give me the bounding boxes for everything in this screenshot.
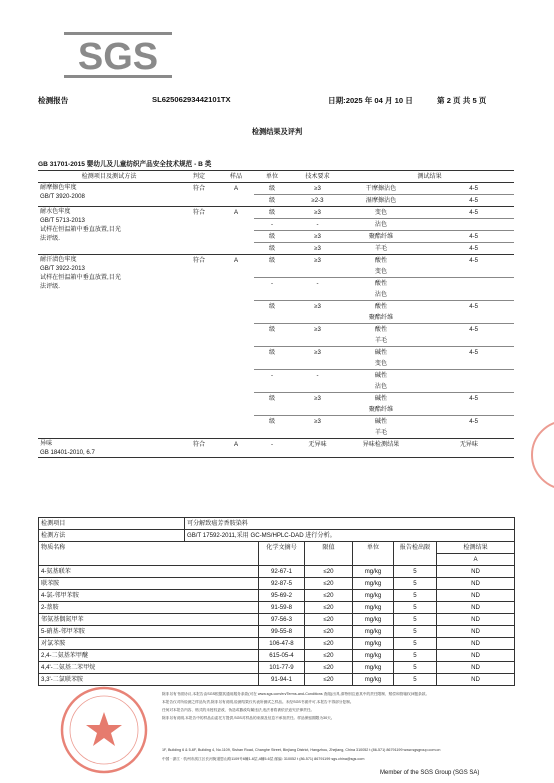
report-number: SL62506293442101TX (152, 95, 231, 104)
result-item-line: 碱性 (374, 395, 388, 402)
test-method-line: GB 18401-2010, 6.7 (40, 449, 95, 456)
result-item-cell (345, 207, 417, 219)
table-row (38, 183, 514, 195)
header-substance: 物质名称 (39, 542, 259, 566)
cas-number: 91-94-1 (259, 674, 305, 686)
unit-value: mg/kg (353, 650, 394, 662)
unit-cell: 级 (254, 231, 290, 243)
result-item-line: 异味检测结果 (362, 441, 400, 448)
test-method-line: 法评级. (40, 235, 60, 242)
unit-value: mg/kg (353, 602, 394, 614)
color-fastness-table (38, 170, 514, 458)
limit-value: ≤20 (305, 638, 353, 650)
cas-number: 91-59-8 (259, 602, 305, 614)
result-item-line: 变色 (374, 209, 388, 216)
result-value-cell: 4-5 (417, 207, 514, 219)
limit-value: ≤20 (305, 566, 353, 578)
unit-value: mg/kg (353, 614, 394, 626)
result-item-line: 羊毛 (374, 337, 388, 344)
cas-number: 95-69-2 (259, 590, 305, 602)
substance-name: 对氯苯胺 (39, 638, 259, 650)
unit-cell: - (254, 370, 290, 393)
report-limit: 5 (394, 602, 437, 614)
result-value-cell (417, 278, 514, 301)
requirement-cell: ≥3 (290, 183, 345, 195)
sample-cell: A (218, 439, 254, 458)
verdict-cell: 符合 (180, 183, 218, 207)
result-value-cell: 4-5 (417, 183, 514, 195)
unit-cell: 级 (254, 207, 290, 219)
test-method-cell (38, 255, 180, 439)
result-item-cell (345, 393, 417, 416)
result-value-cell: 4-5 (417, 255, 514, 278)
result-value-cell (417, 219, 514, 231)
header-sample: 样品 (218, 171, 254, 183)
result-item-cell (345, 219, 417, 231)
limit-value: ≤20 (305, 662, 353, 674)
test-method-line: 试样在恒温箱中垂直放置,目光 (40, 226, 121, 233)
cas-number: 92-67-1 (259, 566, 305, 578)
result-value: ND (437, 638, 515, 650)
result-value-cell: 4-5 (417, 243, 514, 255)
sample-cell: A (218, 255, 254, 439)
report-limit: 5 (394, 590, 437, 602)
unit-value: mg/kg (353, 578, 394, 590)
unit-value: mg/kg (353, 626, 394, 638)
result-item-line: 酸性 (374, 257, 388, 264)
unit-value: mg/kg (353, 674, 394, 686)
substance-name: 2,4-二氨基苯甲醚 (39, 650, 259, 662)
table-row (38, 207, 514, 219)
test-method-line: GB/T 5713-2013 (40, 217, 85, 224)
side-seal (526, 400, 554, 510)
result-item-cell (345, 370, 417, 393)
limit-value: ≤20 (305, 578, 353, 590)
table-row (39, 650, 515, 662)
test-item-value: 可分解致癌芳香胺染料 (185, 518, 515, 530)
result-item-cell (345, 301, 417, 324)
header-result: 测试结果 (345, 171, 514, 183)
table-header-row (39, 542, 515, 554)
footer-line-2: 本报告仅对所检测之样品负责,除非另有说明,检测结果仅代表所测试之样品。未经SGS书面许可,本报告不得部分复制。 (162, 700, 354, 704)
test-method-label: 检测方法 (39, 530, 185, 542)
result-value-cell: 4-5 (417, 195, 514, 207)
table-row (39, 566, 515, 578)
cas-number: 99-55-8 (259, 626, 305, 638)
test-item-row (39, 518, 515, 530)
header-method: 检测项目及测试方法 (38, 171, 180, 183)
report-limit: 5 (394, 638, 437, 650)
header-requirement: 技术要求 (290, 171, 345, 183)
requirement-cell: ≥3 (290, 393, 345, 416)
header-result: 检测结果 (437, 542, 515, 554)
header-limit: 限值 (305, 542, 353, 566)
page-number: 第 2 页 共 5 页 (437, 96, 487, 105)
table-row (39, 614, 515, 626)
unit-cell: 级 (254, 416, 290, 439)
result-item-cell (345, 416, 417, 439)
result-item-line: 碱性 (374, 418, 388, 425)
test-method-line: 法评级. (40, 283, 60, 290)
result-value-cell (417, 370, 514, 393)
cas-number: 615-05-4 (259, 650, 305, 662)
result-item-cell (345, 231, 417, 243)
result-value: ND (437, 650, 515, 662)
limit-value: ≤20 (305, 614, 353, 626)
result-item-line: 碱性 (374, 372, 388, 379)
sample-cell: A (218, 183, 254, 207)
footer-address-cn: 中国 · 浙江 · 杭州市滨江区长河街道思山路1109号6幢1-6层,4幢5-6层 邮编: 310052 t (86-571) 86791199 sgs.china@sgs.com (162, 757, 365, 761)
result-value-cell: 4-5 (417, 347, 514, 370)
result-value-cell: 4-5 (417, 301, 514, 324)
requirement-cell: ≥3 (290, 301, 345, 324)
cas-number: 101-77-9 (259, 662, 305, 674)
result-item-line: 变色 (374, 268, 388, 275)
unit-cell: - (254, 439, 290, 458)
report-limit: 5 (394, 662, 437, 674)
requirement-cell: ≥3 (290, 243, 345, 255)
header-cas: 化学文摘号 (259, 542, 305, 566)
report-limit: 5 (394, 578, 437, 590)
logo-text: SGS (77, 36, 159, 78)
result-value: ND (437, 590, 515, 602)
report-limit: 5 (394, 626, 437, 638)
result-item-line: 聚酯纤维 (368, 406, 394, 413)
result-item-cell (345, 195, 417, 207)
unit-cell: 级 (254, 255, 290, 278)
result-value: ND (437, 566, 515, 578)
unit-cell: 级 (254, 195, 290, 207)
test-method-cell (38, 183, 180, 207)
result-item-line: 变色 (374, 360, 388, 367)
result-item-cell (345, 243, 417, 255)
result-value: ND (437, 674, 515, 686)
substance-name: 联苯胺 (39, 578, 259, 590)
substance-name: 3,3'-二氯联苯胺 (39, 674, 259, 686)
footer-line-3: 任何对本报告内容、格式的未授权更改、伪造或篡改均属违法,违法者将被依法追究法律责任。 (162, 708, 315, 712)
limit-value: ≤20 (305, 602, 353, 614)
inspection-seal (58, 684, 150, 776)
result-item-cell (345, 278, 417, 301)
unit-cell: 级 (254, 301, 290, 324)
unit-value: mg/kg (353, 590, 394, 602)
result-item-line: 沾色 (374, 291, 388, 298)
result-item-line: 酸性 (374, 280, 388, 287)
table-row (38, 255, 514, 278)
result-item-line: 聚酯纤维 (368, 314, 394, 321)
result-item-line: 沾色 (374, 383, 388, 390)
result-item-cell (345, 439, 417, 458)
verdict-cell: 符合 (180, 439, 218, 458)
test-method-line: GB/T 3922-2013 (40, 265, 85, 272)
table-row (39, 578, 515, 590)
result-item-line: 沾色 (374, 221, 388, 228)
substance-name: 邻氨基偶氮甲苯 (39, 614, 259, 626)
result-item-line: 羊毛 (374, 429, 388, 436)
test-item-label: 检测项目 (39, 518, 185, 530)
result-item-cell (345, 347, 417, 370)
table-row (38, 439, 514, 458)
test-method-value: GB/T 17592-2011,采用 GC-MS/HPLC-DAD 进行分析。 (185, 530, 515, 542)
result-item-line: 聚酯纤维 (368, 233, 394, 240)
result-value: ND (437, 614, 515, 626)
sample-cell: A (218, 207, 254, 255)
table-header-row (38, 171, 514, 183)
footer-line-1: 除非另有书面协议,本报告由SGS根据其通用服务条款(可在 www.sgs.com/en/Terms-and-Conditions 查阅)出具,请特别注意其中的责任限制、赔偿和管辖权问题条款。 (162, 692, 430, 696)
table-row (39, 662, 515, 674)
requirement-cell: - (290, 278, 345, 301)
report-date: 日期:2025 年 04 月 10 日 (328, 96, 413, 105)
test-method-cell (38, 439, 180, 458)
test-method-row (39, 530, 515, 542)
result-value-cell: 4-5 (417, 416, 514, 439)
table-row (39, 626, 515, 638)
result-value: ND (437, 602, 515, 614)
requirement-cell: ≥3 (290, 207, 345, 219)
result-value-cell: 4-5 (417, 324, 514, 347)
report-limit: 5 (394, 674, 437, 686)
limit-value: ≤20 (305, 674, 353, 686)
cas-number: 97-56-3 (259, 614, 305, 626)
unit-value: mg/kg (353, 662, 394, 674)
header-rl: 报告检出限 (394, 542, 437, 566)
result-item-line: 干摩擦沾色 (365, 185, 397, 192)
member-note: Member of the SGS Group (SGS SA) (380, 770, 480, 776)
test-method-line: 异味 (40, 440, 53, 447)
result-value-cell: 4-5 (417, 393, 514, 416)
unit-cell: 级 (254, 243, 290, 255)
table-row (39, 638, 515, 650)
limit-value: ≤20 (305, 590, 353, 602)
header-sample-a: A (437, 554, 515, 566)
result-item-line: 湿摩擦沾色 (365, 197, 397, 204)
report-limit: 5 (394, 566, 437, 578)
requirement-cell: - (290, 219, 345, 231)
sgs-logo (64, 32, 172, 78)
result-item-line: 羊毛 (374, 245, 388, 252)
unit-cell: - (254, 219, 290, 231)
result-item-line: 碱性 (374, 349, 388, 356)
substance-name: 4-氨基联苯 (39, 566, 259, 578)
test-method-line: GB/T 3920-2008 (40, 193, 85, 200)
result-value-cell: 无异味 (417, 439, 514, 458)
unit-cell: 级 (254, 324, 290, 347)
substance-name: 2-萘胺 (39, 602, 259, 614)
requirement-cell: ≥3 (290, 324, 345, 347)
result-item-cell (345, 255, 417, 278)
cas-number: 106-47-8 (259, 638, 305, 650)
requirement-cell: - (290, 370, 345, 393)
verdict-cell: 符合 (180, 255, 218, 439)
header-verdict: 判定 (180, 171, 218, 183)
requirement-cell: ≥3 (290, 416, 345, 439)
result-item-line: 酸性 (374, 303, 388, 310)
header-unit: 单位 (254, 171, 290, 183)
unit-cell: 级 (254, 393, 290, 416)
unit-value: mg/kg (353, 638, 394, 650)
unit-cell: - (254, 278, 290, 301)
page-title: 检测结果及评判 (251, 127, 303, 136)
result-value: ND (437, 662, 515, 674)
unit-cell: 级 (254, 183, 290, 195)
requirement-cell: 无异味 (290, 439, 345, 458)
test-method-line: 试样在恒温箱中垂直放置,目光 (40, 274, 121, 281)
substance-name: 5-硝基-邻甲苯胺 (39, 626, 259, 638)
result-value-cell: 4-5 (417, 231, 514, 243)
unit-value: mg/kg (353, 566, 394, 578)
standard-title: GB 31701-2015 婴幼儿及儿童纺织产品安全技术规范 - B 类 (38, 161, 212, 168)
test-method-cell (38, 207, 180, 255)
result-item-cell (345, 324, 417, 347)
report-label: 检测报告 (38, 96, 69, 105)
test-method-line: 耐水色牢度 (40, 208, 71, 215)
result-value: ND (437, 578, 515, 590)
footer-address-en: 1F, Building 6 & 5-6F, Building 4, No.1109, Sishan Road, Changhe Street, Binjiang District, Hangzhou, Zhejiang, China 310052 t (86-571) 86791199 www.sgsgroup.com.cn (162, 748, 441, 752)
limit-value: ≤20 (305, 626, 353, 638)
report-limit: 5 (394, 614, 437, 626)
footer-line-4: 除非另有说明,本报告中的样品由委托方提供,SGS对样品的来源及信息不承担责任。样品保留期限为30天。 (162, 716, 335, 720)
requirement-cell: ≥3 (290, 255, 345, 278)
result-item-line: 酸性 (374, 326, 388, 333)
test-method-line: 耐汗渍色牢度 (40, 256, 77, 263)
requirement-cell: ≥3 (290, 347, 345, 370)
requirement-cell: ≥2-3 (290, 195, 345, 207)
table-row (39, 602, 515, 614)
header-unit: 单位 (353, 542, 394, 566)
table-row (39, 590, 515, 602)
substance-name: 4-氯-邻甲苯胺 (39, 590, 259, 602)
verdict-cell: 符合 (180, 207, 218, 255)
unit-cell: 级 (254, 347, 290, 370)
report-limit: 5 (394, 650, 437, 662)
cas-number: 92-87-5 (259, 578, 305, 590)
result-value: ND (437, 626, 515, 638)
aromatic-amine-table (38, 517, 515, 686)
requirement-cell: ≥3 (290, 231, 345, 243)
limit-value: ≤20 (305, 650, 353, 662)
test-method-line: 耐摩擦色牢度 (40, 184, 77, 191)
substance-name: 4,4'-二氨基二苯甲烷 (39, 662, 259, 674)
result-item-cell (345, 183, 417, 195)
